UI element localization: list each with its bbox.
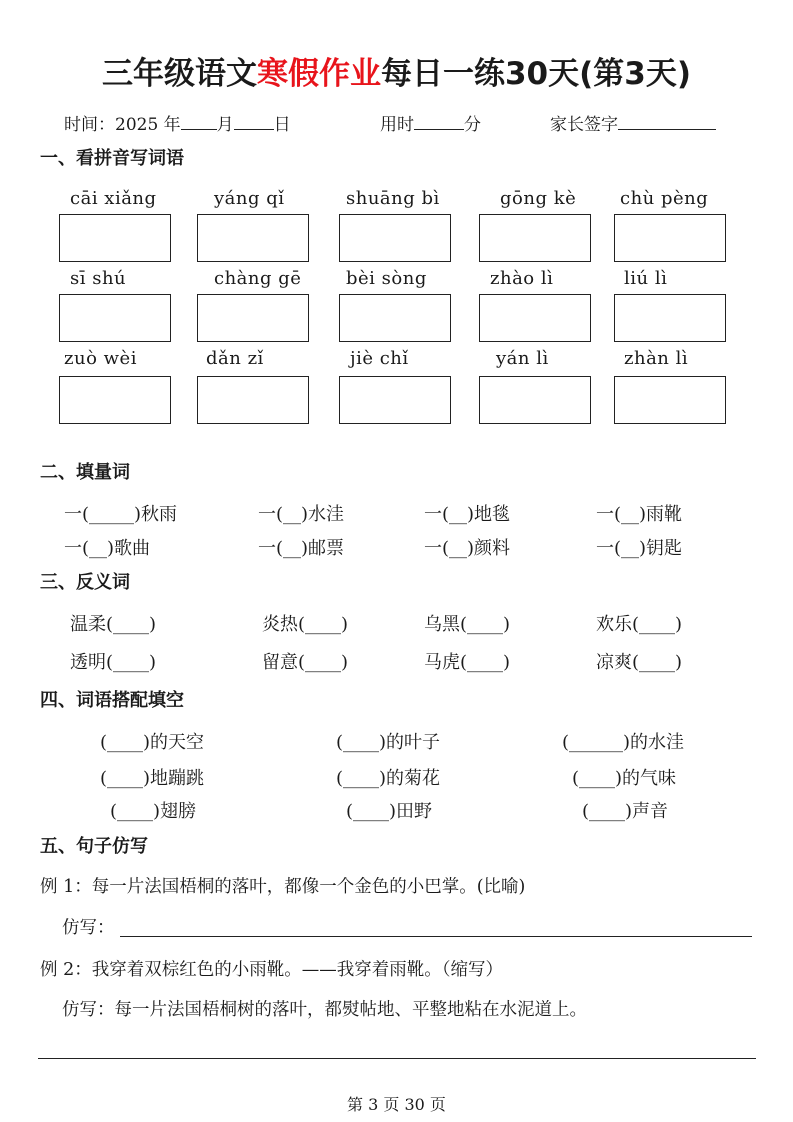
pinyin-label: zhào lì — [490, 268, 554, 289]
answer-box[interactable] — [59, 294, 171, 342]
pinyin-label: yán lì — [496, 348, 549, 369]
pinyin-label: zhàn lì — [624, 348, 689, 369]
answer-box[interactable] — [479, 376, 591, 424]
pinyin-label: cāi xiǎng — [70, 188, 157, 209]
measure-word-item[interactable]: 一(__)邮票 — [258, 538, 345, 559]
phrase-match-item[interactable]: (______)的水洼 — [562, 732, 685, 753]
meta-duration — [380, 110, 481, 135]
month-label: 月 — [216, 115, 234, 135]
duration-blank[interactable] — [414, 113, 464, 130]
phrase-match-item[interactable]: (____)田野 — [346, 801, 433, 822]
example-sentence-2: 例 2：我穿着双棕红色的小雨靴。——我穿着雨靴。（缩写） — [40, 960, 503, 980]
title-part3: 每日一练30天(第3天) — [380, 56, 692, 92]
answer-box[interactable] — [339, 214, 451, 262]
day-label: 日 — [273, 115, 291, 135]
answer-box[interactable] — [614, 376, 726, 424]
pinyin-label: sī shú — [70, 268, 127, 289]
answer-box[interactable] — [614, 214, 726, 262]
pinyin-label: chàng gē — [214, 268, 302, 289]
page-number: 第 3 页 30 页 — [347, 1095, 446, 1114]
antonym-item[interactable]: 乌黑(____) — [424, 614, 511, 635]
imitate-prompt-2: 仿写：每一片法国梧桐树的落叶，都熨帖地、平整地粘在水泥道上。 — [62, 1000, 587, 1020]
antonym-item[interactable]: 温柔(____) — [70, 614, 157, 635]
phrase-match-item[interactable]: (____)翅膀 — [110, 801, 197, 822]
section-1-title: 一、看拼音写词语 — [40, 148, 184, 169]
page-title — [0, 48, 793, 93]
antonym-item[interactable]: 透明(____) — [70, 652, 157, 673]
title-highlight: 寒假作业 — [256, 56, 381, 92]
answer-box[interactable] — [59, 214, 171, 262]
phrase-match-item[interactable]: (____)地蹦跳 — [100, 768, 205, 789]
antonym-item[interactable]: 凉爽(____) — [596, 652, 683, 673]
imitate-label-1: 仿写： — [62, 918, 115, 938]
measure-word-item[interactable]: 一(__)歌曲 — [64, 538, 151, 559]
month-blank[interactable] — [181, 113, 217, 130]
section-4-title: 四、词语搭配填空 — [40, 690, 184, 711]
phrase-match-item[interactable]: (____)的气味 — [572, 768, 677, 789]
section-5-title: 五、句子仿写 — [40, 836, 148, 857]
pinyin-label: liú lì — [624, 268, 668, 289]
measure-word-item[interactable]: 一(__)钥匙 — [596, 538, 683, 559]
pinyin-label: dǎn zǐ — [206, 348, 264, 369]
pinyin-label: bèi sòng — [346, 268, 427, 289]
answer-box[interactable] — [197, 294, 309, 342]
answer-box[interactable] — [197, 214, 309, 262]
title-part1: 三年级语文 — [101, 56, 257, 92]
day-blank[interactable] — [234, 113, 274, 130]
pinyin-label: shuāng bì — [346, 188, 440, 209]
pinyin-label: yáng qǐ — [214, 188, 285, 209]
phrase-match-item[interactable]: (____)声音 — [582, 801, 669, 822]
pinyin-label: jiè chǐ — [350, 348, 409, 369]
answer-box[interactable] — [614, 294, 726, 342]
parent-label: 家长签字 — [550, 115, 618, 135]
minute-label: 分 — [464, 115, 481, 135]
section-2-title: 二、填量词 — [40, 462, 130, 483]
duration-label: 用时 — [380, 115, 414, 135]
measure-word-item[interactable]: 一(_____)秋雨 — [64, 504, 178, 525]
antonym-item[interactable]: 欢乐(____) — [596, 614, 683, 635]
answer-box[interactable] — [339, 376, 451, 424]
measure-word-item[interactable]: 一(__)颜料 — [424, 538, 511, 559]
answer-line[interactable] — [38, 1058, 756, 1059]
phrase-match-item[interactable]: (____)的天空 — [100, 732, 205, 753]
antonym-item[interactable]: 留意(____) — [262, 652, 349, 673]
antonym-item[interactable]: 炎热(____) — [262, 614, 349, 635]
answer-box[interactable] — [479, 214, 591, 262]
imitate-answer-line[interactable] — [120, 936, 752, 937]
measure-word-item[interactable]: 一(__)雨靴 — [596, 504, 683, 525]
meta-parent — [550, 110, 716, 135]
pinyin-label: zuò wèi — [64, 348, 137, 369]
answer-box[interactable] — [479, 294, 591, 342]
measure-word-item[interactable]: 一(__)地毯 — [424, 504, 511, 525]
time-label: 时间：2025 年 — [64, 115, 181, 135]
pinyin-label: chù pèng — [620, 188, 709, 209]
meta-time — [64, 110, 291, 135]
phrase-match-item[interactable]: (____)的菊花 — [336, 768, 441, 789]
pinyin-label: gōng kè — [500, 188, 577, 209]
parent-signature-blank[interactable] — [618, 113, 716, 130]
section-3-title: 三、反义词 — [40, 572, 130, 593]
example-sentence-1: 例 1：每一片法国梧桐的落叶，都像一个金色的小巴掌。(比喻) — [40, 877, 526, 897]
measure-word-item[interactable]: 一(__)水洼 — [258, 504, 345, 525]
answer-box[interactable] — [197, 376, 309, 424]
answer-box[interactable] — [339, 294, 451, 342]
antonym-item[interactable]: 马虎(____) — [424, 652, 511, 673]
phrase-match-item[interactable]: (____)的叶子 — [336, 732, 441, 753]
answer-box[interactable] — [59, 376, 171, 424]
